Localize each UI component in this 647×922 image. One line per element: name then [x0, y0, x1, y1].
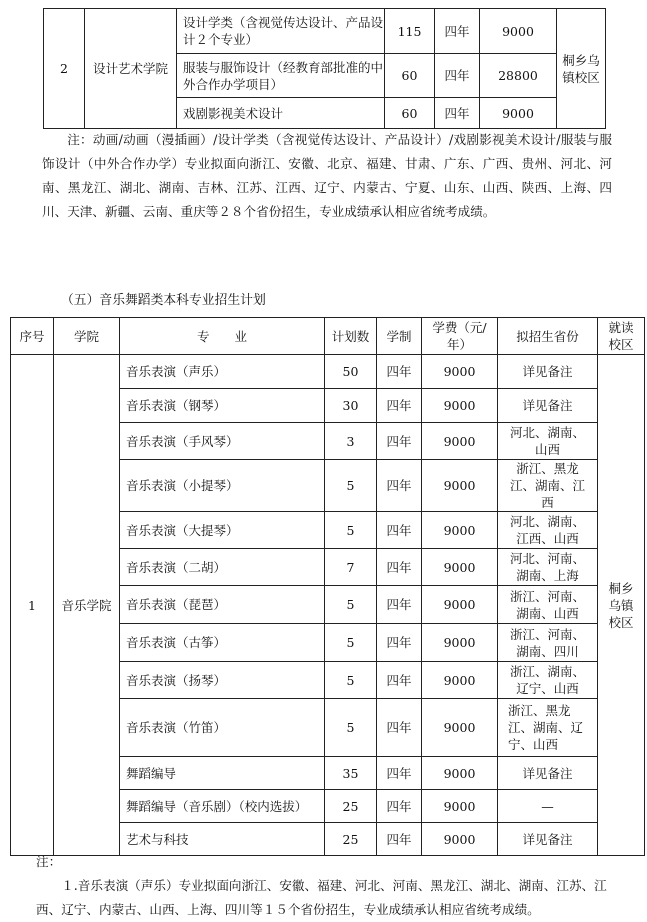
- major-cell: 音乐表演（声乐）: [120, 355, 325, 389]
- major-cell: 舞蹈编导（音乐剧）（校内选拔）: [120, 790, 325, 823]
- provinces-cell: 详见备注: [498, 757, 598, 790]
- fee-cell: 9000: [422, 757, 498, 790]
- fee-cell: 9000: [422, 823, 498, 856]
- provinces-cell: 详见备注: [498, 823, 598, 856]
- major-cell: 服装与服饰设计（经教育部批准的中外合作办学项目）: [177, 54, 385, 98]
- plan-cell: 5: [325, 699, 377, 757]
- plan-cell: 30: [325, 389, 377, 423]
- duration-cell: 四年: [435, 98, 480, 129]
- duration-cell: 四年: [377, 549, 422, 586]
- duration-cell: 四年: [377, 423, 422, 460]
- provinces-cell: —: [498, 790, 598, 823]
- plan-cell: 7: [325, 549, 377, 586]
- fee-cell: 9000: [422, 586, 498, 624]
- header-college: 学院: [54, 318, 120, 355]
- fee-cell: 9000: [422, 699, 498, 757]
- major-cell: 音乐表演（钢琴）: [120, 389, 325, 423]
- major-cell: 音乐表演（古筝）: [120, 624, 325, 662]
- provinces-cell: 河北、湖南、江西、山西: [498, 512, 598, 549]
- campus-cell: 桐乡乌镇校区: [557, 9, 606, 129]
- college-cell: 音乐学院: [54, 355, 120, 856]
- provinces-cell: 河北、河南、湖南、上海: [498, 549, 598, 586]
- fee-cell: 9000: [422, 790, 498, 823]
- provinces-cell: 详见备注: [498, 389, 598, 423]
- fee-cell: 9000: [422, 389, 498, 423]
- header-plan: 计划数: [325, 318, 377, 355]
- music-note: [36, 850, 616, 922]
- plan-cell: 5: [325, 624, 377, 662]
- seq-cell: 2: [44, 9, 85, 129]
- plan-cell: 5: [325, 512, 377, 549]
- header-seq: 序号: [11, 318, 54, 355]
- major-cell: 艺术与科技: [120, 823, 325, 856]
- design-note: [42, 128, 612, 224]
- provinces-cell: 浙江、河南、湖南、四川: [498, 624, 598, 662]
- fee-cell: 9000: [422, 662, 498, 699]
- header-major: 专 业: [120, 318, 325, 355]
- plan-cell: 50: [325, 355, 377, 389]
- plan-cell: 5: [325, 460, 377, 512]
- major-cell: 舞蹈编导: [120, 757, 325, 790]
- campus-cell: 桐乡乌镇校区: [598, 355, 645, 856]
- seq-cell: 1: [11, 355, 54, 856]
- note-label: 注：: [36, 854, 62, 869]
- duration-cell: 四年: [377, 512, 422, 549]
- duration-cell: 四年: [377, 624, 422, 662]
- major-cell: 音乐表演（大提琴）: [120, 512, 325, 549]
- provinces-cell: 详见备注: [498, 355, 598, 389]
- provinces-cell: 河北、湖南、山西: [498, 423, 598, 460]
- plan-cell: 25: [325, 790, 377, 823]
- note-item: １.音乐表演（声乐）专业拟面向浙江、安徽、福建、河北、河南、黑龙江、湖北、湖南、江苏、江西、辽宁、内蒙古、山西、上海、四川等１５个省份招生，专业成绩承认相应省统考成绩。: [36, 878, 607, 917]
- major-cell: 设计学类（含视觉传达设计、产品设计２个专业）: [177, 9, 385, 54]
- duration-cell: 四年: [377, 662, 422, 699]
- plan-cell: 5: [325, 662, 377, 699]
- design-college-table: [43, 8, 606, 129]
- plan-cell: 35: [325, 757, 377, 790]
- plan-cell: 60: [385, 98, 435, 129]
- major-cell: 音乐表演（竹笛）: [120, 699, 325, 757]
- duration-cell: 四年: [377, 823, 422, 856]
- provinces-cell: 浙江、黑龙江、湖南、江西: [498, 460, 598, 512]
- plan-cell: 3: [325, 423, 377, 460]
- major-cell: 音乐表演（二胡）: [120, 549, 325, 586]
- provinces-cell: 浙江、湖南、辽宁、山西: [498, 662, 598, 699]
- duration-cell: 四年: [377, 790, 422, 823]
- fee-cell: 9000: [480, 98, 557, 129]
- college-cell: 设计艺术学院: [85, 9, 177, 129]
- fee-cell: 9000: [422, 624, 498, 662]
- major-cell: 音乐表演（手风琴）: [120, 423, 325, 460]
- duration-cell: 四年: [435, 9, 480, 54]
- table-row: [11, 355, 645, 389]
- music-dance-table: [10, 317, 645, 856]
- fee-cell: 28800: [480, 54, 557, 98]
- duration-cell: 四年: [377, 460, 422, 512]
- plan-cell: 60: [385, 54, 435, 98]
- provinces-cell: 浙江、河南、湖南、山西: [498, 586, 598, 624]
- duration-cell: 四年: [377, 389, 422, 423]
- fee-cell: 9000: [422, 512, 498, 549]
- fee-cell: 9000: [422, 423, 498, 460]
- plan-cell: 115: [385, 9, 435, 54]
- plan-cell: 5: [325, 586, 377, 624]
- major-cell: 戏剧影视美术设计: [177, 98, 385, 129]
- duration-cell: 四年: [377, 757, 422, 790]
- fee-cell: 9000: [480, 9, 557, 54]
- note-text: 注：动画/动画（漫插画）/设计学类（含视觉传达设计、产品设计）/戏剧影视美术设计/服装与服饰设计（中外合作办学）专业拟面向浙江、安徽、北京、福建、甘肃、广东、广西、贵州、河北、河南、黑龙江、湖北、湖南、吉林、江苏、江西、辽宁、内蒙古、宁夏、山东、山西、陕西、上海、四川、天津、新疆、云南、重庆等２８个省份招生，专业成绩承认相应省统考成绩。: [42, 132, 612, 219]
- major-cell: 音乐表演（小提琴）: [120, 460, 325, 512]
- major-cell: 音乐表演（扬琴）: [120, 662, 325, 699]
- header-campus: 就读校区: [598, 318, 645, 355]
- header-fee: 学费（元/年）: [422, 318, 498, 355]
- header-row: [11, 318, 645, 355]
- fee-cell: 9000: [422, 460, 498, 512]
- plan-cell: 25: [325, 823, 377, 856]
- duration-cell: 四年: [435, 54, 480, 98]
- fee-cell: 9000: [422, 355, 498, 389]
- duration-cell: 四年: [377, 355, 422, 389]
- duration-cell: 四年: [377, 586, 422, 624]
- section-heading: （五）音乐舞蹈类本科专业招生计划: [61, 293, 266, 308]
- header-provinces: 拟招生省份: [498, 318, 598, 355]
- provinces-cell: 浙江、黑龙江、湖南、辽宁、山西: [498, 699, 598, 757]
- major-cell: 音乐表演（琵琶）: [120, 586, 325, 624]
- table-row: [44, 9, 606, 54]
- fee-cell: 9000: [422, 549, 498, 586]
- duration-cell: 四年: [377, 699, 422, 757]
- header-duration: 学制: [377, 318, 422, 355]
